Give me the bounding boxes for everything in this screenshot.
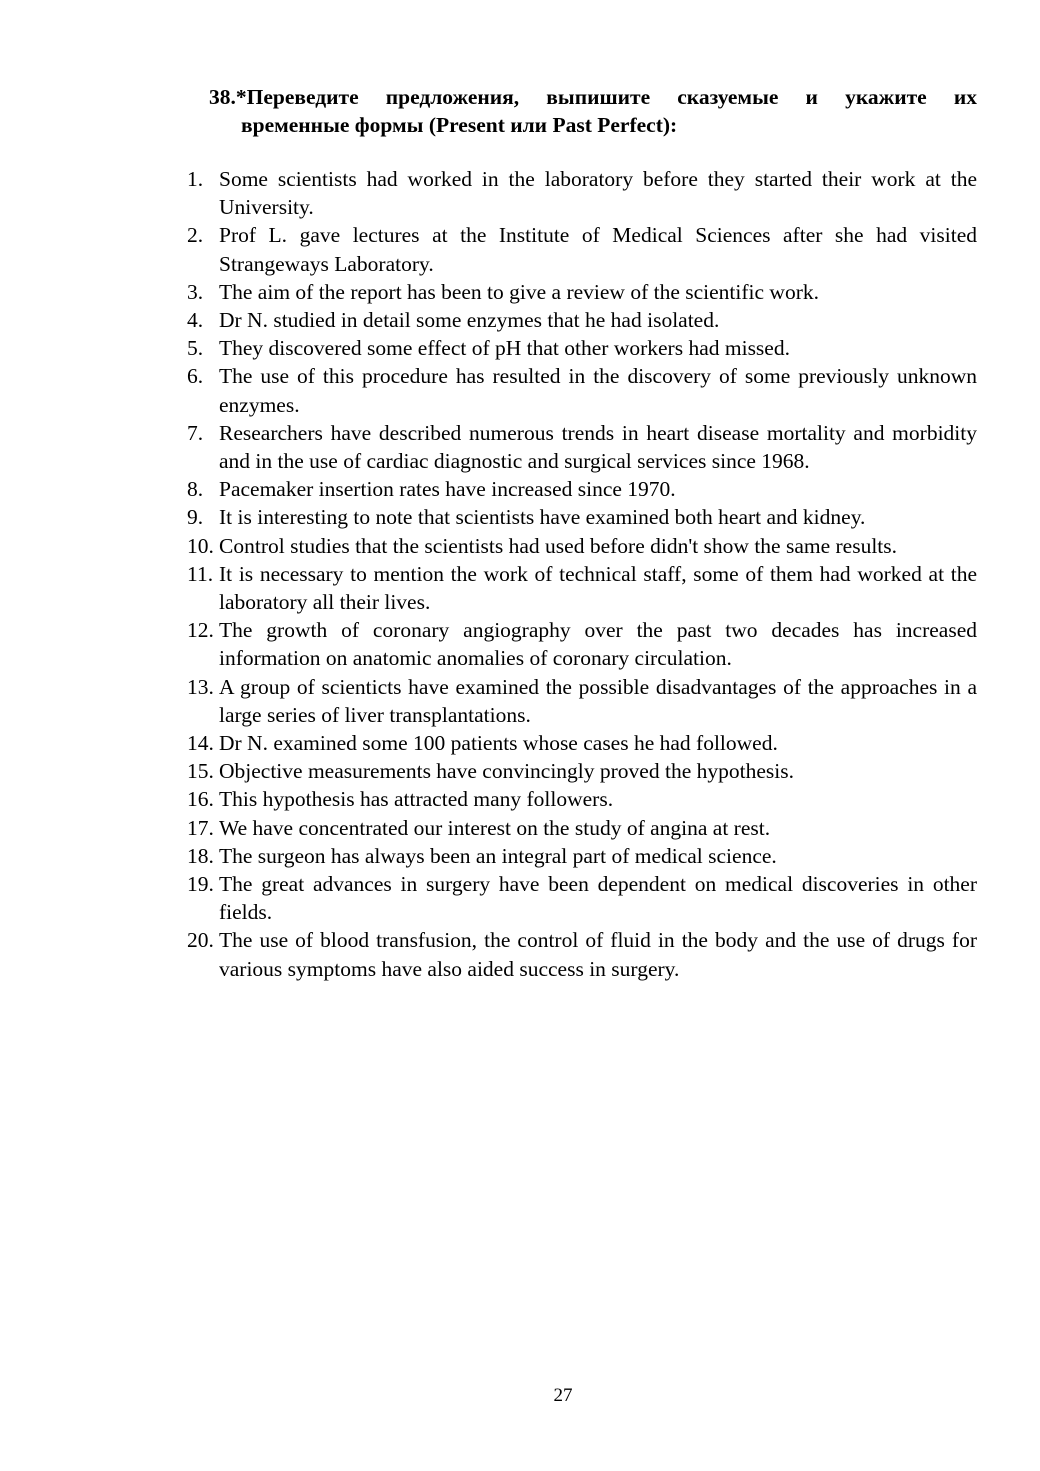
list-item <box>187 419 977 475</box>
item-text: Objective measurements have convincingly proved the hypothesis. <box>219 759 794 784</box>
list-item <box>187 334 977 362</box>
item-number: 19. <box>187 872 214 897</box>
item-text: The use of blood transfusion, the control of fluid in the body and the use of drugs for various symptoms have also aided success in surgery. <box>219 928 977 981</box>
item-number: 6. <box>187 364 204 389</box>
list-item <box>187 814 977 842</box>
item-number: 2. <box>187 223 204 248</box>
item-number: 20. <box>187 928 214 953</box>
item-number: 8. <box>187 477 204 502</box>
item-text: Pacemaker insertion rates have increased since 1970. <box>219 477 676 502</box>
item-number: 12. <box>187 618 214 643</box>
item-text: A group of scienticts have examined the possible disadvantages of the approaches in a large series of liver transplantations. <box>219 674 977 727</box>
page-number: 27 <box>553 1385 573 1406</box>
item-text: It is interesting to note that scientists have examined both heart and kidney. <box>219 505 866 530</box>
item-number: 18. <box>187 843 214 868</box>
item-number: 7. <box>187 420 204 445</box>
item-text: The use of this procedure has resulted in the discovery of some previously unknown enzymes. <box>219 364 977 417</box>
item-text: The aim of the report has been to give a review of the scientific work. <box>219 279 819 304</box>
item-number: 1. <box>187 167 204 191</box>
list-item <box>187 362 977 418</box>
list-item <box>187 785 977 813</box>
list-item <box>187 475 977 503</box>
item-number: 4. <box>187 308 204 333</box>
item-number: 17. <box>187 815 214 840</box>
item-number: 10. <box>187 533 214 558</box>
item-text: Prof L. gave lectures at the Institute of Medical Sciences after she had visited Strangeways Laboratory. <box>219 223 977 276</box>
list-item <box>187 842 977 870</box>
list-item <box>187 532 977 560</box>
item-text: Dr N. studied in detail some enzymes that he had isolated. <box>219 308 720 333</box>
item-text: It is necessary to mention the work of technical staff, some of them had worked at the laboratory all their lives. <box>219 561 977 615</box>
list-item <box>187 757 977 785</box>
item-number: 16. <box>187 787 214 812</box>
item-text: Some scientists had worked in the laboratory before they started their work at the University. <box>219 167 977 220</box>
list-item <box>187 870 977 926</box>
item-number: 15. <box>187 759 214 784</box>
exercise-heading-line-2: временные формы (Present или Past Perfect): <box>241 113 678 137</box>
list-item <box>187 673 977 729</box>
sentence-list <box>187 165 977 983</box>
list-item <box>187 278 977 306</box>
item-number: 3. <box>187 279 204 304</box>
item-text: The great advances in surgery have been dependent on medical discoveries in other fields. <box>219 872 977 925</box>
item-text: The growth of coronary angiography over the past two decades has increased information on anatomic anomalies of coronary circulation. <box>219 618 977 671</box>
item-number: 13. <box>187 674 214 699</box>
list-item <box>187 616 977 672</box>
item-number: 5. <box>187 336 204 361</box>
item-text: We have concentrated our interest on the study of angina at rest. <box>219 815 771 840</box>
list-item <box>187 165 977 221</box>
list-item <box>187 306 977 334</box>
item-number: 11. <box>187 561 214 586</box>
item-number: 9. <box>187 505 204 530</box>
item-text: Dr N. examined some 100 patients whose cases he had followed. <box>219 731 778 756</box>
item-text: The surgeon has always been an integral part of medical science. <box>219 843 777 868</box>
list-item <box>187 221 977 277</box>
list-item <box>187 729 977 757</box>
list-item <box>187 926 977 982</box>
exercise-heading <box>209 83 977 139</box>
item-text: Control studies that the scientists had used before didn't show the same results. <box>219 533 898 558</box>
exercise-heading-line-1: 38.*Переведите предложения, выпишите сказуемые и укажите их <box>209 85 977 109</box>
item-number: 14. <box>187 731 214 756</box>
list-item <box>187 503 977 531</box>
list-item <box>187 560 977 616</box>
item-text: They discovered some effect of pH that other workers had missed. <box>219 336 790 361</box>
item-text: Researchers have described numerous trends in heart disease mortality and morbidity and in the use of cardiac diagnostic and surgical services since 1968. <box>219 420 977 474</box>
item-text: This hypothesis has attracted many followers. <box>219 787 614 812</box>
